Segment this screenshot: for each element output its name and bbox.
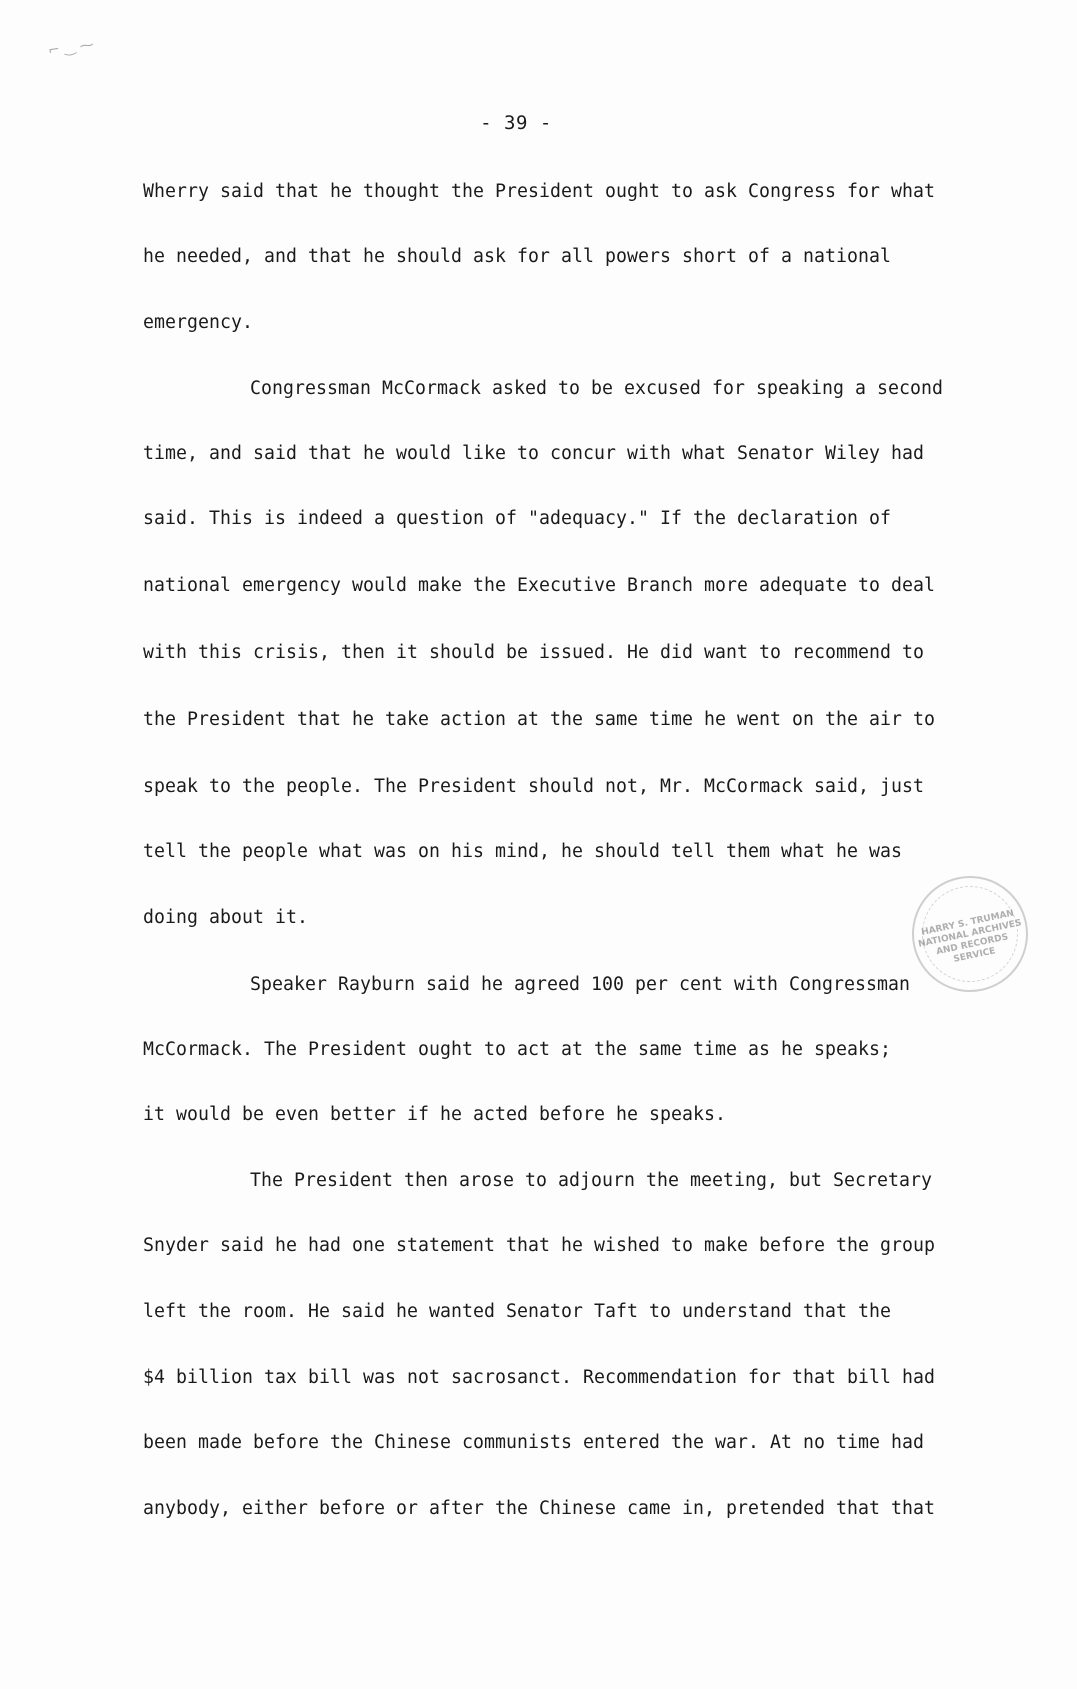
text-line: left the room. He said he wanted Senator Taft to understand that the <box>143 1301 891 1322</box>
text-line: with this crisis, then it should be issued. He did want to recommend to <box>143 642 924 663</box>
page-number: - 39 - <box>480 112 552 134</box>
text-line: been made before the Chinese communists entered the war. At no time had <box>143 1432 924 1453</box>
text-line: anybody, either before or after the Chinese came in, pretended that that <box>143 1498 935 1519</box>
paragraph-start-line: Speaker Rayburn said he agreed 100 per cent with Congressman <box>250 974 910 995</box>
text-line: Wherry said that he thought the President ought to ask Congress for what <box>143 181 935 202</box>
text-line: national emergency would make the Executive Branch more adequate to deal <box>143 575 935 596</box>
paragraph-start-line: The President then arose to adjourn the meeting, but Secretary <box>250 1170 932 1191</box>
text-line: he needed, and that he should ask for all powers short of a national <box>143 246 891 267</box>
text-line: McCormack. The President ought to act at the same time as he speaks; <box>143 1039 891 1060</box>
text-line: said. This is indeed a question of "adequacy." If the declaration of <box>143 508 891 529</box>
paragraph-start-line: Congressman McCormack asked to be excused for speaking a second <box>250 378 943 399</box>
stamp-text: HARRY S. TRUMAN NATIONAL ARCHIVES AND RECORDS SERVICE <box>917 908 1023 965</box>
text-line: emergency. <box>143 312 253 333</box>
text-line: $4 billion tax bill was not sacrosanct. Recommendation for that bill had <box>143 1367 935 1388</box>
text-line: doing about it. <box>143 907 308 928</box>
archive-stamp <box>901 865 1039 1003</box>
stamp-ring <box>913 877 1027 991</box>
text-line: tell the people what was on his mind, he should tell them what he was <box>143 841 902 862</box>
text-line: Snyder said he had one statement that he wished to make before the group <box>143 1235 935 1256</box>
text-line: the President that he take action at the same time he went on the air to <box>143 709 935 730</box>
text-line: it would be even better if he acted before he speaks. <box>143 1104 726 1125</box>
text-line: speak to the people. The President should not, Mr. McCormack said, just <box>143 776 924 797</box>
corner-scribble: ⌐ ‿ ⁓ <box>47 36 95 60</box>
text-line: time, and said that he would like to concur with what Senator Wiley had <box>143 443 924 464</box>
